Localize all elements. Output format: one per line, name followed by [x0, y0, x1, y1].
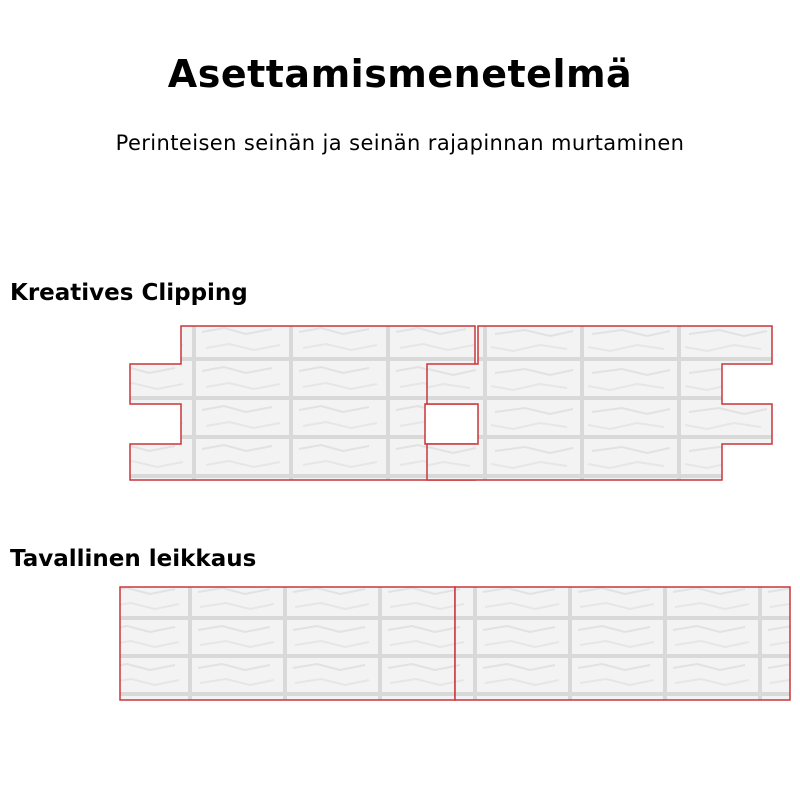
- normal-cut-diagram: [0, 580, 800, 710]
- creative-clipping-diagram: [0, 320, 800, 490]
- page-subtitle: Perinteisen seinän ja seinän rajapinnan murtaminen: [115, 131, 685, 155]
- page-title: Asettamismenetelmä: [167, 52, 633, 96]
- left-wall-panel: [130, 326, 475, 480]
- left-straight-panel: [120, 587, 455, 700]
- right-wall-panel: [427, 326, 772, 480]
- creative-clipping-label: Kreatives Clipping: [10, 280, 248, 306]
- right-straight-panel: [455, 587, 790, 700]
- normal-cut-label: Tavallinen leikkaus: [10, 546, 257, 572]
